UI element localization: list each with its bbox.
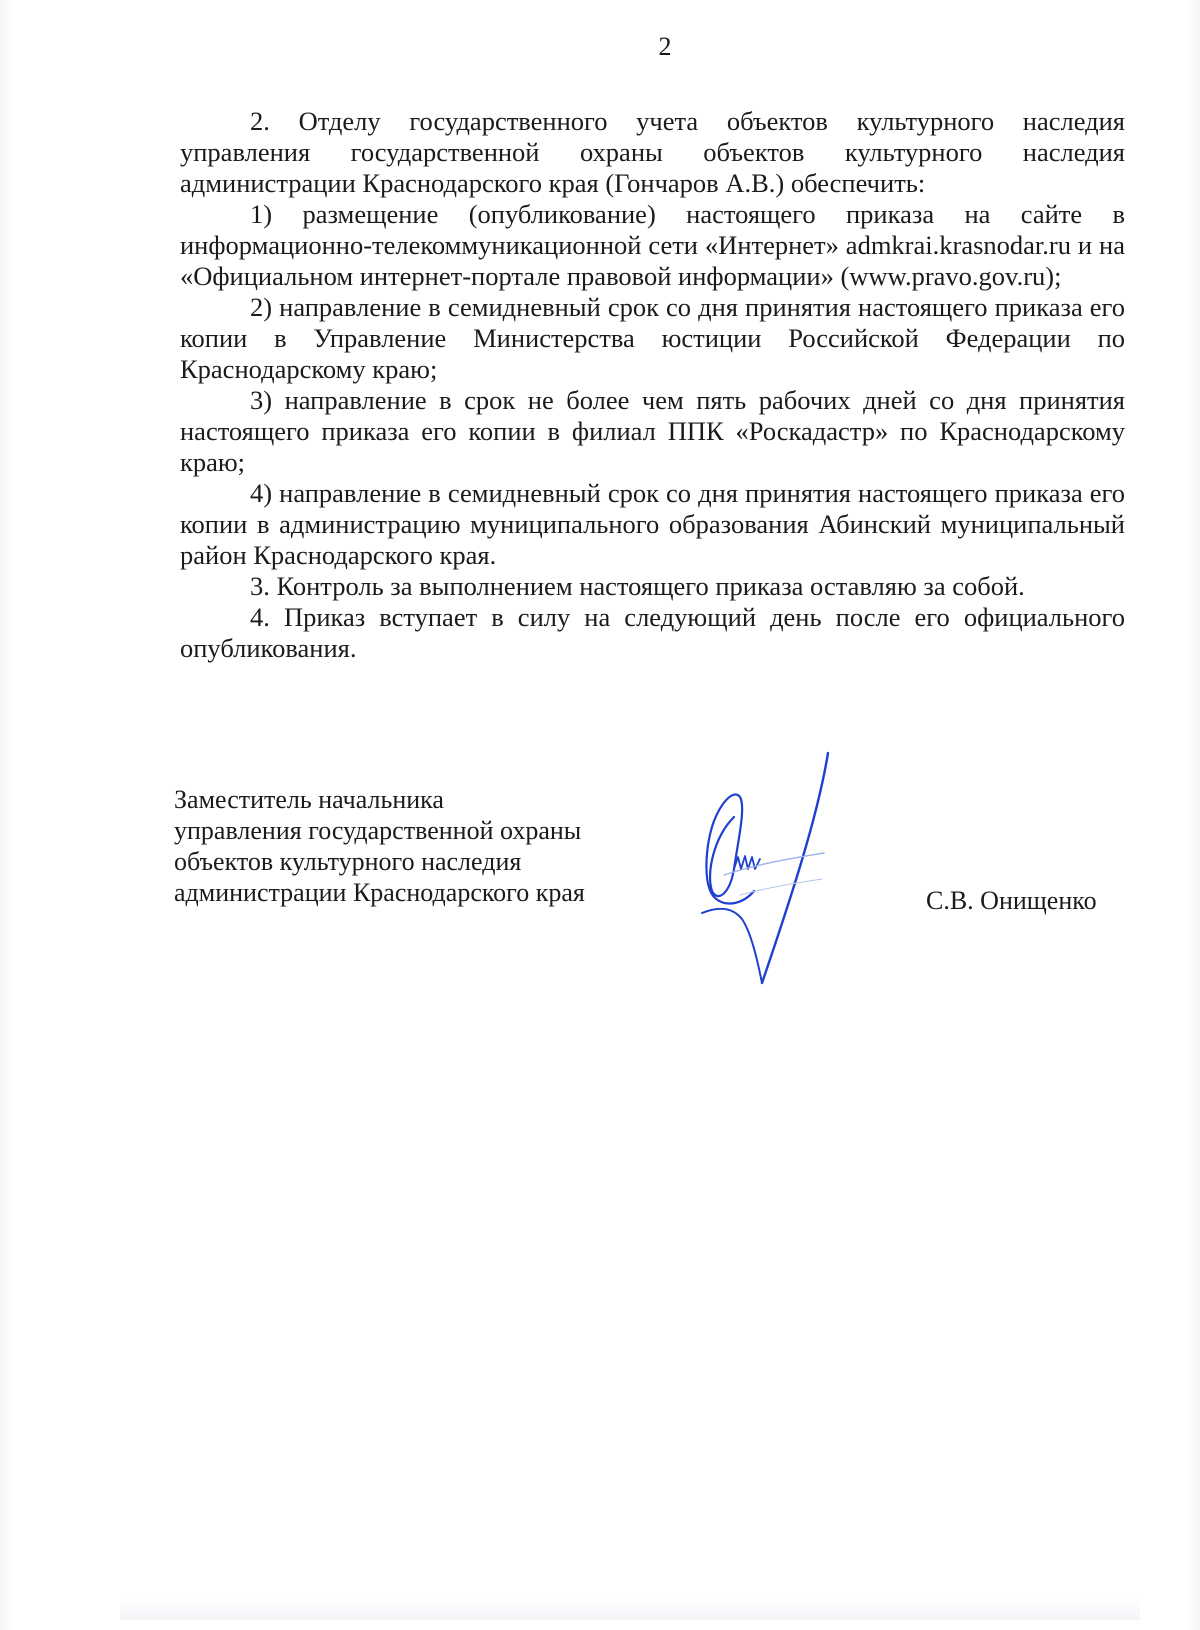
paragraph-subitem-3: 3) направление в срок не более чем пять рабочих дней со дня принятия настоящего приказа его копии в филиал ППК «Роскадастр» по Краснодарскому краю;	[180, 385, 1125, 477]
signatory-position-line: объектов культурного наследия	[174, 847, 522, 876]
paragraph-item-4: 4. Приказ вступает в силу на следующий день после его официального опубликования.	[180, 602, 1125, 663]
signatory-position-line: администрации Краснодарского края	[174, 878, 585, 907]
signatory-position-line: управления государственной охраны	[174, 816, 582, 845]
signatory-name: С.В. Онищенко	[926, 886, 1097, 915]
handwritten-signature	[700, 745, 860, 995]
paragraph-subitem-1: 1) размещение (опубликование) настоящего приказа на сайте в информационно-телекоммуникационной сети «Интернет» admkrai.krasnodar.ru и на «Официальном интернет-портале правовой информации» (www.pravo.gov.ru);	[180, 199, 1125, 291]
document-body	[180, 106, 1125, 664]
paragraph-item-3: 3. Контроль за выполнением настоящего приказа оставляю за собой.	[250, 571, 1025, 601]
paragraph-subitem-4: 4) направление в семидневный срок со дня принятия настоящего приказа его копии в администрацию муниципального образования Абинский муниципальный район Краснодарского края.	[180, 478, 1125, 570]
page-number: 2	[658, 32, 672, 61]
paragraph-item-2: 2. Отделу государственного учета объектов культурного наследия управления государственной охраны объектов культурного наследия администрации Краснодарского края (Гончаров А.В.) обеспечить:	[180, 106, 1125, 198]
paragraph-subitem-2: 2) направление в семидневный срок со дня принятия настоящего приказа его копии в Управление Министерства юстиции Российской Федерации по Краснодарскому краю;	[180, 292, 1125, 384]
signatory-position-line: Заместитель начальника	[174, 785, 444, 814]
signatory-position	[174, 784, 585, 908]
scan-edge-shadow	[120, 1596, 1140, 1620]
